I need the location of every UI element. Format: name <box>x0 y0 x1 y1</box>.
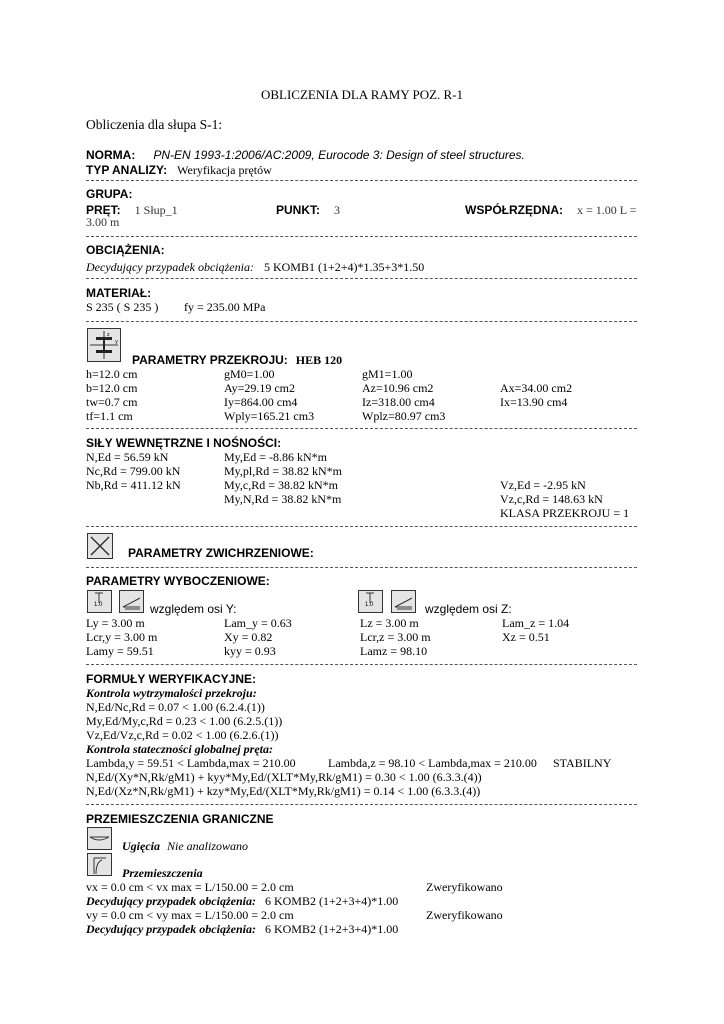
decydujacy-row <box>86 922 398 937</box>
sily-cell: Nc,Rd = 799.00 kN <box>86 464 181 478</box>
przekroj-cell: Ay=29.19 cm2 <box>224 381 295 395</box>
formula-line: Lambda,y = 59.51 < Lambda,max = 210.00 <box>86 756 296 770</box>
punkt-label: PUNKT: <box>276 203 320 217</box>
crossed-box-icon <box>87 533 113 559</box>
pret-label: PRĘT: <box>86 203 121 217</box>
buckling-coef-value: 1.0 <box>365 602 374 608</box>
svg-text:y: y <box>115 339 118 345</box>
przekroj-cell: h=12.0 cm <box>86 367 138 381</box>
vx-status: Zweryfikowano <box>426 880 503 894</box>
wyboczenie-cell: Lam_y = 0.63 <box>224 616 292 630</box>
displacement-icon <box>87 853 112 876</box>
wyboczenie-cell: Lcr,z = 3.00 m <box>360 630 431 644</box>
norma-value: PN-EN 1993-1:2006/AC:2009, Eurocode 3: Design of steel structures. <box>153 148 525 162</box>
buckling-length-icon <box>87 590 112 613</box>
sily-cell: N,Ed = 56.59 kN <box>86 450 169 464</box>
przekroj-cell: Ax=34.00 cm2 <box>500 381 573 395</box>
svg-text:z: z <box>107 332 110 338</box>
typ-analizy-value: Weryfikacja prętów <box>177 163 272 177</box>
formula-line: Lambda,z = 98.10 < Lambda,max = 210.00 <box>328 756 537 770</box>
decydujacy-label: Decydujący przypadek obciążenia: <box>86 894 256 908</box>
ugiecia-row <box>122 839 248 854</box>
deflection-icon <box>87 827 112 850</box>
material-value: S 235 ( S 235 ) <box>86 300 159 314</box>
wyboczenie-z-label: względem osi Z: <box>425 602 512 616</box>
divider <box>86 278 637 279</box>
punkt-row <box>276 201 340 219</box>
wspolrzedna-value-cont: 3.00 m <box>86 215 120 229</box>
vy-status: Zweryfikowano <box>426 908 503 922</box>
wyboczenie-cell: kyy = 0.93 <box>224 644 276 658</box>
sily-cell: My,c,Rd = 38.82 kN*m <box>224 478 338 492</box>
ugiecia-value: Nie analizowano <box>167 839 249 853</box>
wyboczenie-cell: Lamz = 98.10 <box>360 644 428 658</box>
przekroj-cell: Az=10.96 cm2 <box>362 381 434 395</box>
sily-cell: KLASA PRZEKROJU = 1 <box>500 506 630 520</box>
kontrola-wytrzymalosci: Kontrola wytrzymałości przekroju: <box>86 686 257 700</box>
divider <box>86 664 637 665</box>
przekroj-cell: b=12.0 cm <box>86 381 138 395</box>
vy-check: vy = 0.0 cm < vy max = L/150.00 = 2.0 cm <box>86 908 294 922</box>
zwichrzenie-label: PARAMETRY ZWICHRZENIOWE: <box>128 546 314 560</box>
formula-line: N,Ed/(Xz*N,Rk/gM1) + kzy*My,Ed/(XLT*My,Rk/gM1) = 0.14 < 1.00 (6.3.3.(4)) <box>86 784 481 798</box>
stabilny-status: STABILNY <box>553 756 612 770</box>
przekroj-cell: Iy=864.00 cm4 <box>224 395 298 409</box>
page-title: OBLICZENIA DLA RAMY POZ. R-1 <box>260 87 464 102</box>
material-label: MATERIAŁ: <box>86 286 152 300</box>
przemieszczenia-sublabel: Przemieszczenia <box>122 866 203 880</box>
wyboczenie-cell: Lam_z = 1.04 <box>502 616 570 630</box>
divider <box>86 567 637 568</box>
typ-analizy-label: TYP ANALIZY: <box>86 163 168 177</box>
buckling-coef-value: 1.0 <box>94 602 103 608</box>
formula-line: Vz,Ed/Vz,c,Rd = 0.02 < 1.00 (6.2.6.(1)) <box>86 728 279 742</box>
divider <box>86 428 637 429</box>
divider <box>86 804 637 805</box>
grupa-label: GRUPA: <box>86 187 133 201</box>
decydujacy-value: 6 KOMB2 (1+2+3+4)*1.00 <box>264 894 399 908</box>
pret-value: 1 Słup_1 <box>134 203 178 217</box>
wyboczenie-cell: Lz = 3.00 m <box>360 616 419 630</box>
buckling-shape-icon <box>119 590 144 613</box>
material-fy: fy = 235.00 MPa <box>184 300 266 314</box>
ugiecia-label: Ugięcia <box>122 839 160 853</box>
przekroj-cell: Iz=318.00 cm4 <box>362 395 435 409</box>
norma-label: NORMA: <box>86 148 136 162</box>
formula-line: N,Ed/(Xy*N,Rk/gM1) + kyy*My,Ed/(XLT*My,Rk/gM1) = 0.30 < 1.00 (6.3.3.(4)) <box>86 770 482 784</box>
wyboczenie-cell: Xy = 0.82 <box>224 630 273 644</box>
sily-cell: Nb,Rd = 411.12 kN <box>86 478 181 492</box>
obciazenia-row <box>86 258 424 276</box>
wyboczenie-label: PARAMETRY WYBOCZENIOWE: <box>86 574 270 588</box>
buckling-shape-icon <box>391 590 416 613</box>
sily-cell: Vz,Ed = -2.95 kN <box>500 478 586 492</box>
wyboczenie-cell: Lcr,y = 3.00 m <box>86 630 158 644</box>
obciazenia-przypadek-label: Decydujący przypadek obciążenia: <box>86 260 254 274</box>
wyboczenie-y-label: względem osi Y: <box>150 602 237 616</box>
wyboczenie-cell: Ly = 3.00 m <box>86 616 145 630</box>
buckling-length-icon <box>358 590 383 613</box>
przekroj-cell: tw=0.7 cm <box>86 395 138 409</box>
sily-cell: Vz,c,Rd = 148.63 kN <box>500 492 603 506</box>
sily-cell: My,pl,Rd = 38.82 kN*m <box>224 464 342 478</box>
divider <box>86 321 637 322</box>
formuly-label: FORMUŁY WERYFIKACYJNE: <box>86 672 257 686</box>
obciazenia-przypadek-value: 5 KOMB1 (1+2+4)*1.35+3*1.50 <box>263 260 425 274</box>
kontrola-statecznosci: Kontrola stateczności globalnej pręta: <box>86 742 274 756</box>
punkt-value: 3 <box>334 203 340 217</box>
formula-line: My,Ed/My,c,Rd = 0.23 < 1.00 (6.2.5.(1)) <box>86 714 283 728</box>
przekroj-cell: gM0=1.00 <box>224 367 275 381</box>
decydujacy-row <box>86 894 398 909</box>
divider <box>86 526 637 527</box>
wspolrzedna-value: x = 1.00 L = <box>577 203 637 217</box>
subtitle: Obliczenia dla słupa S-1: <box>86 117 223 132</box>
przekroj-cell: Wplz=80.97 cm3 <box>362 409 446 423</box>
przekroj-cell: Wply=165.21 cm3 <box>224 409 315 423</box>
przekroj-cell: tf=1.1 cm <box>86 409 133 423</box>
wspolrzedna-label: WSPÓŁRZĘDNA: <box>465 203 563 217</box>
sily-cell: My,Ed = -8.86 kN*m <box>224 450 327 464</box>
divider <box>86 236 637 237</box>
przekroj-cell: gM1=1.00 <box>362 367 413 381</box>
i-beam-section-icon <box>87 328 121 362</box>
przekroj-cell: Ix=13.90 cm4 <box>500 395 568 409</box>
wyboczenie-cell: Lamy = 59.51 <box>86 644 154 658</box>
decydujacy-label: Decydujący przypadek obciążenia: <box>86 922 256 936</box>
wspolrzedna-row <box>465 201 636 219</box>
przemieszczenia-label: PRZEMIESZCZENIA GRANICZNE <box>86 812 274 826</box>
wyboczenie-cell: Xz = 0.51 <box>502 630 550 644</box>
przekroj-label: PARAMETRY PRZEKROJU: <box>132 353 288 367</box>
decydujacy-value: 6 KOMB2 (1+2+3+4)*1.00 <box>264 922 399 936</box>
divider <box>86 180 637 181</box>
przekroj-name: HEB 120 <box>295 353 343 367</box>
formula-line: N,Ed/Nc,Rd = 0.07 < 1.00 (6.2.4.(1)) <box>86 700 265 714</box>
vx-check: vx = 0.0 cm < vx max = L/150.00 = 2.0 cm <box>86 880 294 894</box>
obciazenia-label: OBCIĄŻENIA: <box>86 243 165 257</box>
sily-cell: My,N,Rd = 38.82 kN*m <box>224 492 342 506</box>
sily-label: SIŁY WEWNĘTRZNE I NOŚNOŚCI: <box>86 436 282 450</box>
typ-analizy-row <box>86 161 272 179</box>
